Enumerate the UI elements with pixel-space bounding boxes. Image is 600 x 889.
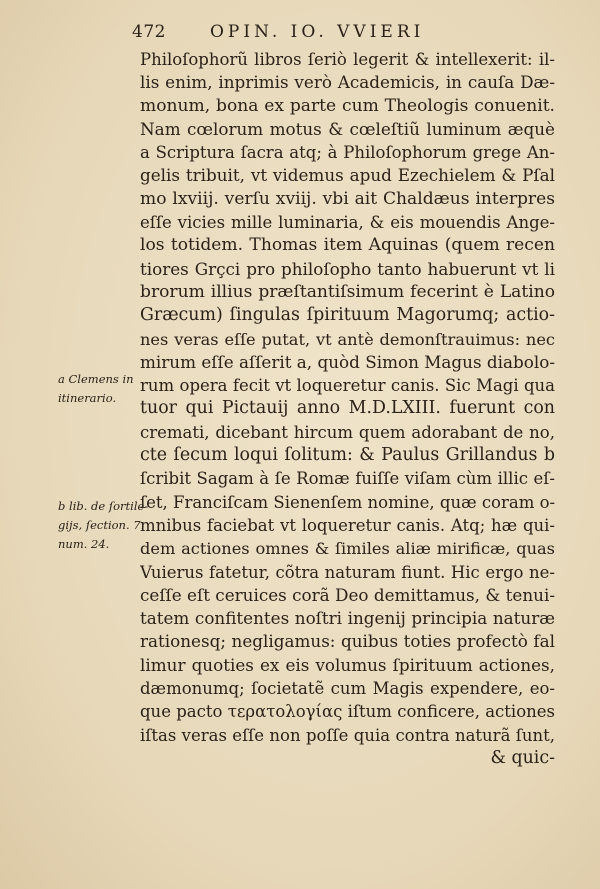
text-line: eſſe vicies mille luminaria, & eis mouendis Ange- bbox=[140, 213, 555, 233]
text-line: cremati, dicebant hircum quem adorabant de no, bbox=[140, 422, 555, 442]
text-line: iſtas veras eſſe non poſſe quia contra naturã ſunt, bbox=[140, 725, 555, 745]
text-line: Nam cœlorum motus & cœleſtiũ luminum æquè bbox=[140, 118, 555, 139]
body-text bbox=[140, 48, 555, 770]
text-line: rationesq; negligamus: quibus toties profectò fal bbox=[140, 631, 555, 652]
text-line: cte ſecum loqui ſolitum: & Paulus Grillandus b bbox=[140, 445, 555, 466]
text-line: mo lxviij. verſu xviij. vbi ait Chaldæus interpres bbox=[140, 188, 555, 209]
running-head: OPIN. IO. VVIERI bbox=[210, 22, 425, 42]
text-line: tatem confitentes noſtri ingenij principia naturæ bbox=[140, 608, 555, 629]
text-line: dæmonumq; ſocietatẽ cum Magis expendere, eo- bbox=[140, 679, 555, 699]
text-line: Vuierus fatetur, cõtra naturam fiunt. Hic ergo ne- bbox=[140, 562, 555, 582]
text-line: limur quoties ex eis volumus ſpirituum actiones, bbox=[140, 654, 555, 675]
text-line: Græcum) ſingulas ſpirituum Magorumq; actio- bbox=[140, 305, 555, 326]
text-line: brorum illius præſtantiſsimum fecerint è Latino bbox=[140, 281, 555, 302]
text-line: que pacto τερατολογίας iſtum conficere, actiones bbox=[140, 702, 555, 722]
text-line: lis enim, inprimis verò Academicis, in cauſa Dæ- bbox=[140, 72, 555, 93]
text-line: los totidem. Thomas item Aquinas (quem recen bbox=[140, 235, 555, 256]
catchword: & quic- bbox=[490, 747, 555, 768]
margin-note-line: gijs, ſection. 7. bbox=[58, 518, 145, 532]
margin-note-a bbox=[58, 370, 138, 408]
text-line: ſcribit Sagam à ſe Romæ fuiſſe viſam cùm illic eſ- bbox=[140, 469, 555, 489]
text-line: ceſſe eſt ceruices corã Deo demittamus, & tenui- bbox=[140, 584, 555, 605]
page-number: 472 bbox=[132, 22, 166, 42]
text-line: gelis tribuit, vt videmus apud Ezechielem & Pſal bbox=[140, 165, 555, 186]
margin-note-line: itinerario. bbox=[58, 391, 117, 405]
text-line: dem actiones omnes & ſimiles aliæ mirificæ, quas bbox=[140, 539, 555, 559]
page-header bbox=[132, 22, 552, 46]
margin-note-line: b lib. de ſortile- bbox=[58, 499, 149, 513]
text-line: ſet, Franciſcam Sienenſem nomine, quæ coram o- bbox=[140, 492, 555, 512]
text-line: rum opera fecit vt loqueretur canis. Sic Magi qua bbox=[140, 376, 555, 396]
margin-note-line: num. 24. bbox=[58, 537, 110, 551]
text-line: mirum eſſe aſſerit a, quòd Simon Magus diabolo- bbox=[140, 351, 555, 372]
text-line: a Scriptura ſacra atq; à Philoſophorum grege An- bbox=[140, 143, 555, 163]
text-line: mnibus faciebat vt loqueretur canis. Atq; hæ qui- bbox=[140, 515, 555, 535]
text-line: nes veras eſſe putat, vt antè demonſtrauimus: nec bbox=[140, 329, 555, 349]
text-line: tiores Grçci pro philoſopho tanto habuerunt vt li bbox=[140, 258, 555, 279]
text-line: tuor qui Pictauij anno M.D.LXIII. fuerunt con bbox=[140, 398, 555, 419]
text-line: monum, bona ex parte cum Theologis conuenit. bbox=[140, 95, 555, 116]
margin-note-b bbox=[58, 497, 149, 554]
margin-note-line: a Clemens in bbox=[58, 372, 134, 386]
text-line: Philoſophorũ libros ſeriò legerit & intellexerit: il- bbox=[140, 50, 555, 69]
